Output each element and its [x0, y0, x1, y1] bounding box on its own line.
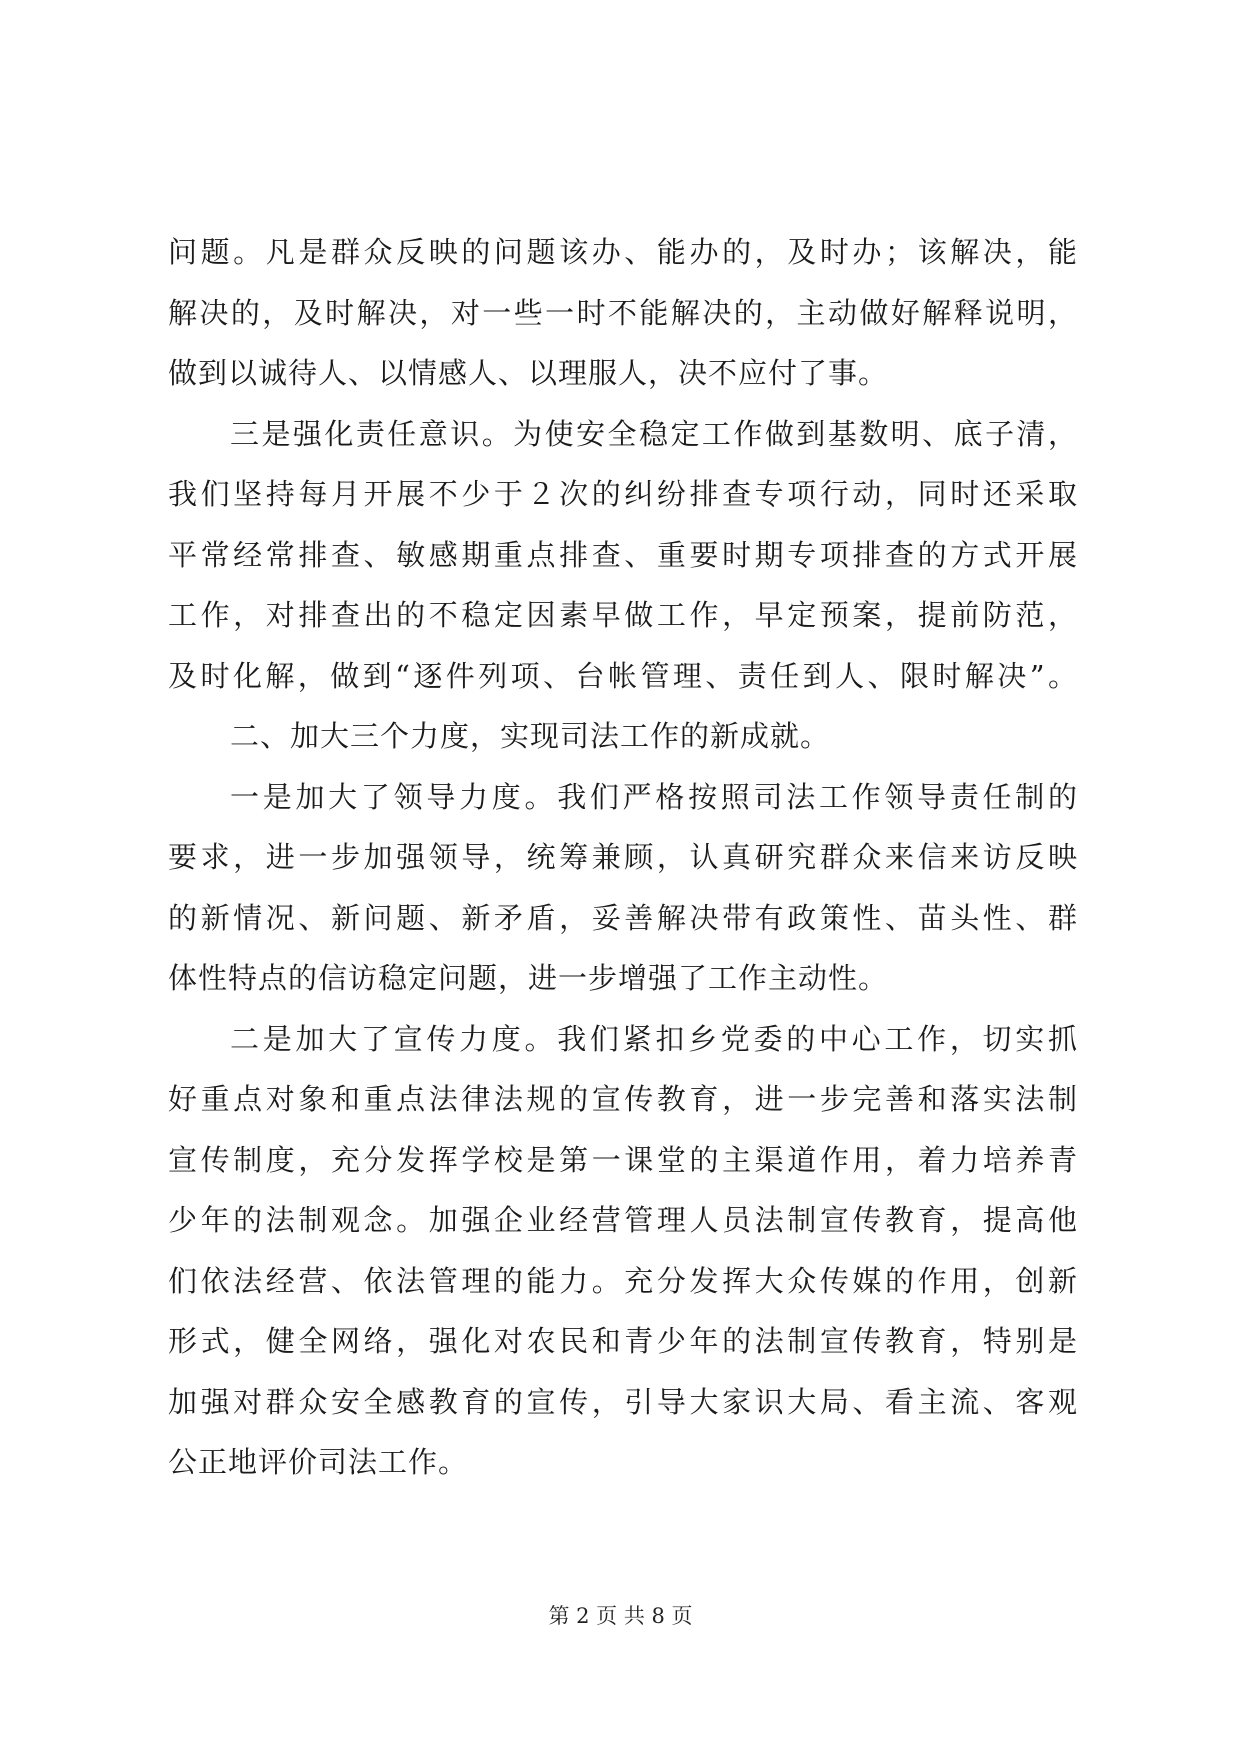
text-line: 要求，进一步加强领导，统筹兼顾，认真研究群众来信来访反映 — [168, 840, 1078, 874]
text-line: 们依法经营、依法管理的能力。充分发挥大众传媒的作用，创新 — [168, 1263, 1078, 1298]
section-heading: 二、加大三个力度，实现司法工作的新成就。 — [230, 719, 831, 753]
text-line: 我们坚持每月开展不少于２次的纠纷排查专项行动，同时还采取 — [168, 477, 1078, 511]
text-line: 二是加大了宣传力度。我们紧扣乡党委的中心工作，切实抓 — [230, 1021, 1078, 1056]
text-line: 一是加大了领导力度。我们严格按照司法工作领导责任制的 — [230, 779, 1078, 814]
page-number-footer: 第 2 页 共 8 页 — [548, 1604, 693, 1628]
text-line: 平常经常排查、敏感期重点排查、重要时期专项排查的方式开展 — [168, 537, 1078, 572]
text-line: 形式，健全网络，强化对农民和青少年的法制宣传教育，特别是 — [168, 1324, 1078, 1358]
text-line: 工作，对排查出的不稳定因素早做工作，早定预案，提前防范， — [168, 598, 1078, 632]
text-line: 问题。凡是群众反映的问题该办、能办的，及时办；该解决，能 — [168, 235, 1078, 269]
text-line: 做到以诚待人、以情感人、以理服人，决不应付了事。 — [168, 356, 889, 390]
text-line: 三是强化责任意识。为使安全稳定工作做到基数明、底子清， — [230, 416, 1078, 451]
text-line: 解决的，及时解决，对一些一时不能解决的，主动做好解释说明， — [168, 295, 1078, 330]
text-line: 好重点对象和重点法律法规的宣传教育，进一步完善和落实法制 — [168, 1082, 1078, 1116]
text-line: 加强对群众安全感教育的宣传，引导大家识大局、看主流、客观 — [168, 1384, 1078, 1419]
document-body — [168, 222, 1078, 1493]
text-line: 及时化解，做到“逐件列项、台帐管理、责任到人、限时解决”。 — [168, 658, 1078, 693]
text-line: 的新情况、新问题、新矛盾，妥善解决带有政策性、苗头性、群 — [168, 900, 1078, 935]
text-line: 公正地评价司法工作。 — [168, 1445, 469, 1479]
text-line: 体性特点的信访稳定问题，进一步增强了工作主动性。 — [168, 961, 889, 995]
text-line: 宣传制度，充分发挥学校是第一课堂的主渠道作用，着力培养青 — [168, 1142, 1078, 1177]
text-line: 少年的法制观念。加强企业经营管理人员法制宣传教育，提高他 — [168, 1203, 1078, 1237]
